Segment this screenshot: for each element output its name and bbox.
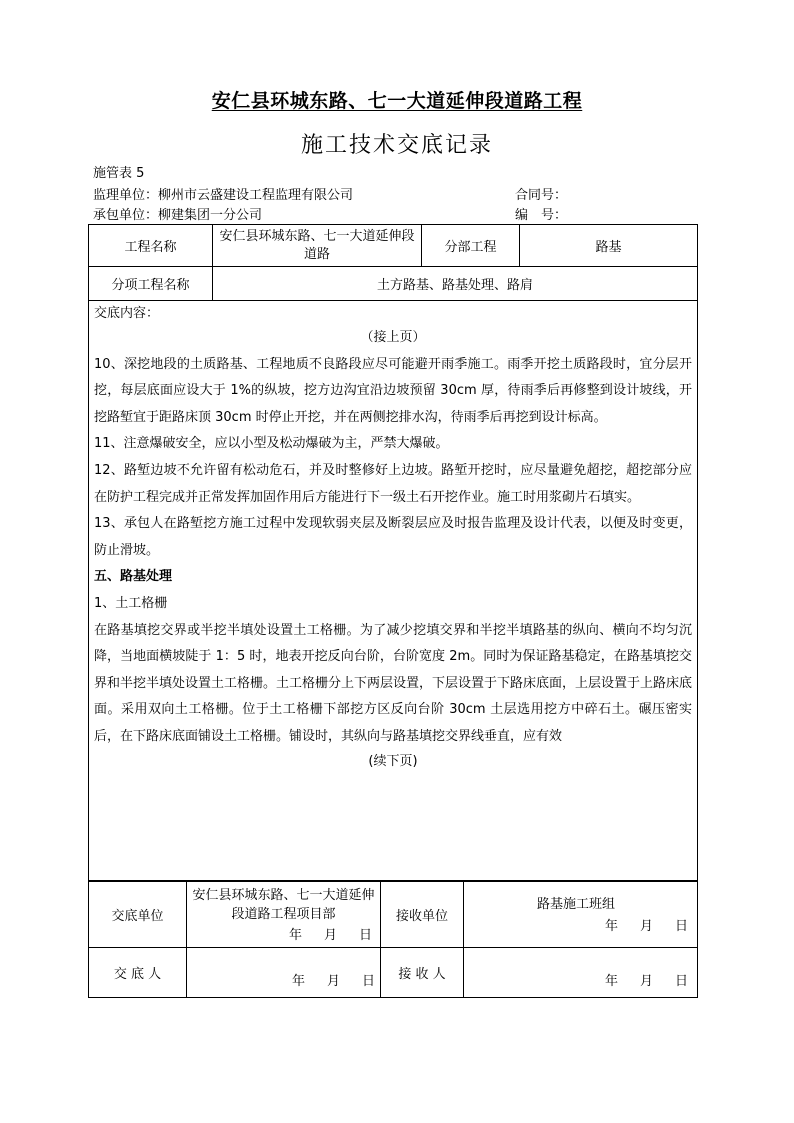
item-12: 12、路堑边坡不允许留有松动危石，并及时整修好上边坡。路堑开挖时，应尽量避免超挖，超挖部分应在防护工程完成并正常发挥加固作用后方能进行下一级土石开挖作业。施工时用浆砌片石填实。 — [94, 462, 692, 505]
issuer-person-date — [188, 970, 379, 989]
project-title: 安仁县环城东路、七一大道延伸段道路工程 — [211, 90, 583, 112]
month-label: 月 — [326, 974, 340, 989]
issuer-unit-label: 交底单位 — [89, 882, 187, 948]
project-name-label: 工程名称 — [89, 225, 213, 267]
item-11: 11、注意爆破安全，应以小型及松动爆破为主，严禁大爆破。 — [94, 436, 449, 452]
project-name-value: 安仁县环城东路、七一大道延伸段道路 — [213, 225, 422, 267]
issuer-unit-date — [191, 924, 376, 943]
continued-to-note: (续下页) — [368, 753, 418, 769]
disclosure-table — [88, 224, 698, 881]
receiver-unit-date — [465, 915, 696, 934]
issuer-unit-value: 安仁县环城东路、七一大道延伸段道路工程项目部 — [192, 888, 375, 922]
supervisor-unit: 监理单位：柳州市云盛建设工程监理有限公司 — [93, 188, 354, 203]
receiver-unit-cell — [464, 882, 698, 948]
day-label: 日 — [674, 974, 688, 989]
section-heading: 五、路基处理 — [94, 569, 173, 585]
item-13: 13、承包人在路堑挖方施工过程中发现软弱夹层及断裂层应及时报告监理及设计代表，以便及时变更，防止滑坡。 — [94, 516, 692, 558]
receiver-person-date — [465, 970, 696, 989]
division-label: 分部工程 — [422, 225, 520, 267]
subsection-heading: 1、土工格栅 — [94, 595, 168, 611]
year-label: 年 — [604, 974, 618, 989]
year-label: 年 — [291, 974, 305, 989]
contract-number: 合同号： — [515, 188, 568, 203]
month-label: 月 — [639, 919, 653, 934]
content-label: 交底内容： — [94, 306, 160, 321]
receiver-unit-label: 接收单位 — [381, 882, 464, 948]
signoff-table — [88, 881, 698, 998]
receiver-person-label: 接 收 人 — [381, 948, 464, 998]
issuer-person-cell — [187, 948, 381, 998]
subitem-label: 分项工程名称 — [89, 267, 213, 301]
receiver-person-cell — [464, 948, 698, 998]
form-number: 施管表 5 — [93, 166, 145, 181]
day-label: 日 — [674, 919, 688, 934]
issuer-person-label: 交 底 人 — [89, 948, 187, 998]
item-10: 10、深挖地段的土质路基、工程地质不良路段应尽可能避开雨季施工。雨季开挖土质路段时，宜分层开挖，每层底面应设大于 1%的纵坡，挖方边沟宜沿边坡预留 30cm 厚，待雨季后再修整到设计坡线，开挖路堑宜于距路床顶 30cm 时停止开挖，并在两侧挖排水沟，待雨季后再挖到设计标高。 — [94, 356, 692, 425]
continued-from-note: （接上页） — [360, 330, 426, 345]
subitem-value: 土方路基、路基处理、路肩 — [213, 267, 698, 301]
document-title: 施工技术交底记录 — [300, 133, 493, 158]
division-value: 路基 — [520, 225, 698, 267]
month-label: 月 — [639, 974, 653, 989]
day-label: 日 — [358, 928, 372, 943]
issuer-unit-cell — [187, 882, 381, 948]
receiver-unit-value: 路基施工班组 — [537, 897, 616, 912]
year-label: 年 — [604, 919, 618, 934]
month-label: 月 — [323, 928, 337, 943]
geogrid-paragraph: 在路基填挖交界或半挖半填处设置土工格栅。为了减少挖填交界和半挖半填路基的纵向、横向不均匀沉降，当地面横坡陡于 1：5 时，地表开挖反向台阶，台阶宽度 2m。同时为保证路基稳定，在路基填挖交界和半挖半填处设置土工格栅。土工格栅分上下两层设置，下层设置于下路床底面，上层设置于上路床底面。采用双向土工格栅。位于土工格栅下部挖方区反向台阶 30cm 土层选用挖方中碎石土。碾压密实后，在下路床底面铺设土工格栅。铺设时，其纵向与路基填挖交界线垂直，应有效 — [94, 622, 693, 744]
serial-number: 编 号： — [515, 208, 568, 223]
day-label: 日 — [361, 974, 375, 989]
contractor-unit: 承包单位：柳建集团一分公司 — [93, 208, 263, 223]
disclosure-content — [89, 301, 698, 881]
year-label: 年 — [288, 928, 302, 943]
